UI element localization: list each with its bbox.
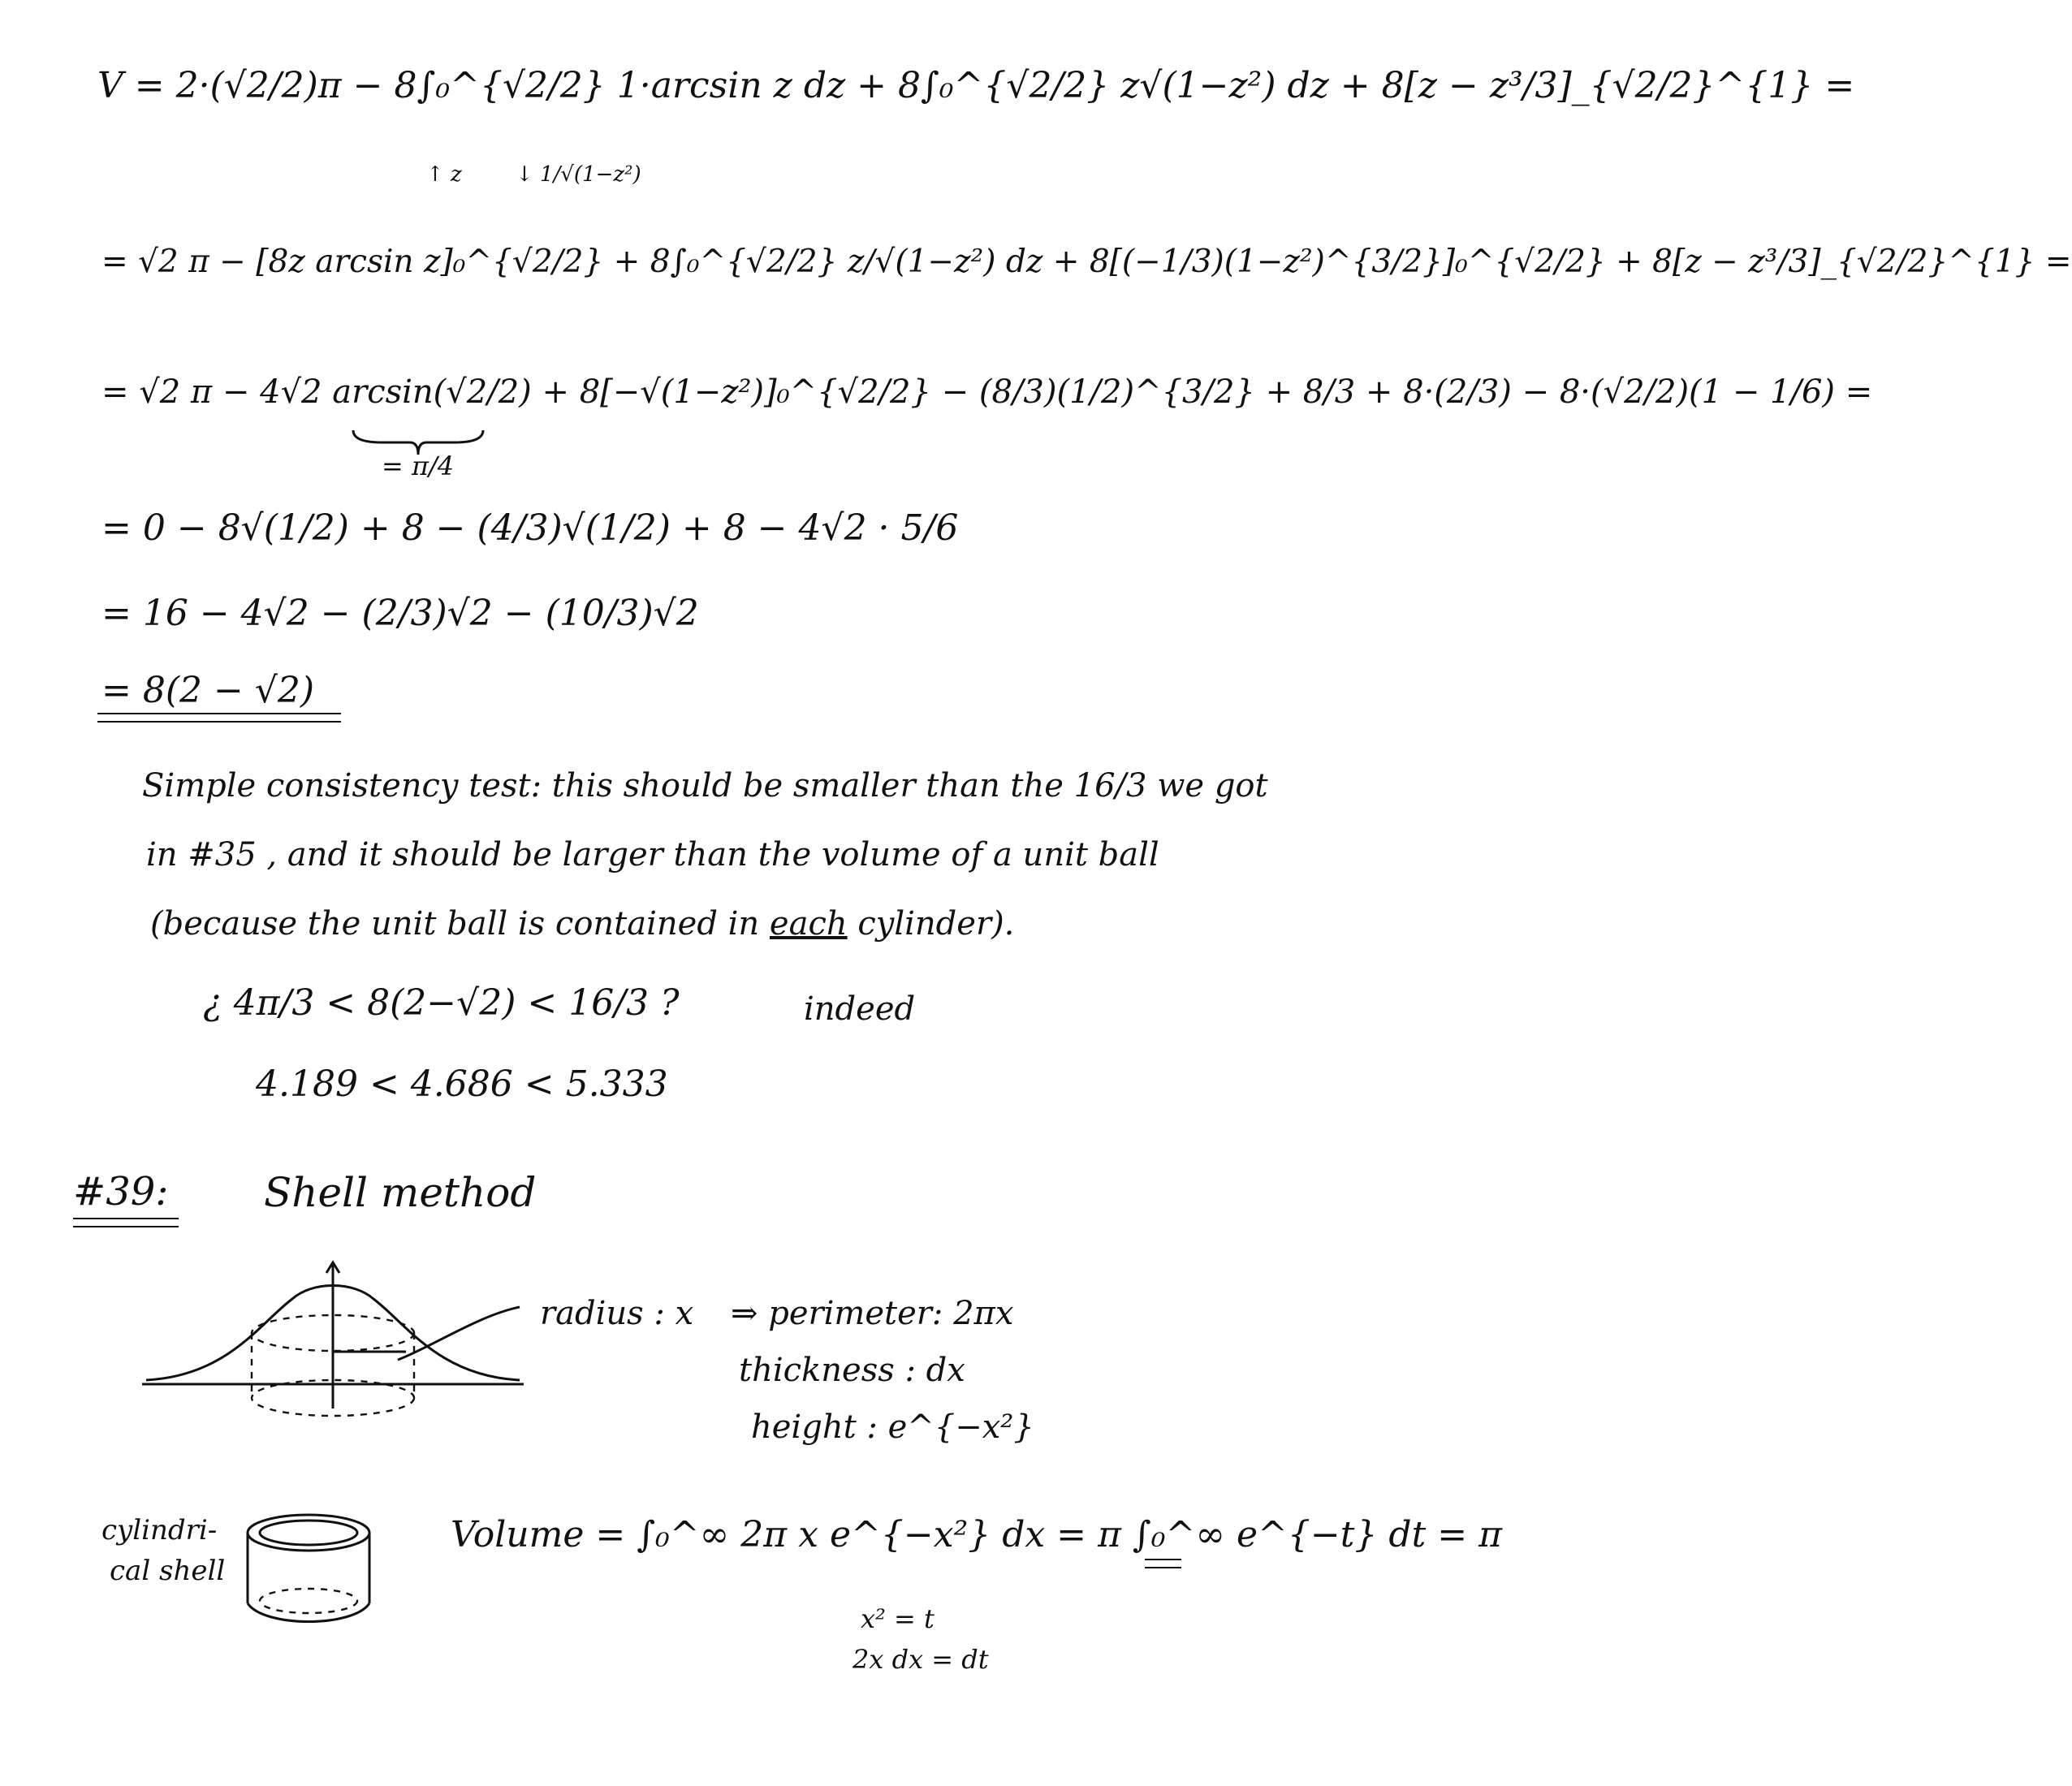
substitution-note-1: x² = t bbox=[861, 1603, 935, 1634]
volume-result: = 8(2 − √2) bbox=[101, 670, 315, 711]
bell-curve-sketch bbox=[138, 1258, 528, 1445]
indeed-note: indeed bbox=[804, 990, 916, 1028]
height-label: height : e^{−x²} bbox=[751, 1409, 1034, 1446]
cylindrical-shell-sketch bbox=[240, 1510, 378, 1632]
shell-method-title: Shell method bbox=[264, 1169, 537, 1216]
consistency-text-line-3 bbox=[150, 905, 1014, 943]
thickness-label: thickness : dx bbox=[739, 1352, 965, 1389]
integration-by-parts-note-u: ↑ z bbox=[426, 162, 462, 187]
volume-equation-line-4: = 0 − 8√(1/2) + 8 − (4/3)√(1/2) + 8 − 4√2 · 5/6 bbox=[101, 507, 959, 549]
perimeter-label: ⇒ perimeter: 2πx bbox=[731, 1295, 1014, 1332]
consistency-text-line-3-end: cylinder). bbox=[847, 905, 1015, 943]
integration-by-parts-note-dv: ↓ 1/√(1−z²) bbox=[516, 162, 641, 187]
consistency-text-line-1: Simple consistency test: this should be smaller than the 16/3 we got bbox=[142, 767, 1268, 805]
volume-equation-line-3: = √2 π − 4√2 arcsin(√2/2) + 8[−√(1−z²)]₀^{√2/2} − (8/3)(1/2)^{3/2} + 8/3 + 8·(2/3) − 8·(√2/2)(1 − 1/6) = bbox=[101, 373, 1873, 411]
inequality-check: ¿ 4π/3 < 8(2−√2) < 16/3 ? bbox=[203, 982, 680, 1024]
heading-double-underline bbox=[73, 1218, 179, 1227]
result-double-underline bbox=[97, 713, 341, 723]
volume-integral: Volume = ∫₀^∞ 2π x e^{−x²} dx = π ∫₀^∞ e^{−t} dt = π bbox=[451, 1514, 1503, 1555]
consistency-text-line-3-start: (because the unit ball is contained in bbox=[150, 905, 770, 943]
numeric-check: 4.189 < 4.686 < 5.333 bbox=[256, 1063, 668, 1105]
emphasized-each: each bbox=[769, 905, 848, 943]
volume-equation-line-5: = 16 − 4√2 − (2/3)√2 − (10/3)√2 bbox=[101, 593, 699, 634]
volume-equation-line-1: V = 2·(√2/2)π − 8∫₀^{√2/2} 1·arcsin z dz + 8∫₀^{√2/2} z√(1−z²) dz + 8[z − z³/3]_{√2/2}^{1} = bbox=[97, 65, 1855, 106]
substitution-note-2: 2x dx = dt bbox=[853, 1644, 989, 1675]
cylindrical-shell-label-2: cal shell bbox=[110, 1555, 226, 1587]
pi-double-underline bbox=[1145, 1559, 1181, 1568]
cylindrical-shell-label-1: cylindri- bbox=[101, 1514, 218, 1547]
volume-equation-line-2: = √2 π − [8z arcsin z]₀^{√2/2} + 8∫₀^{√2/2} z/√(1−z²) dz + 8[(−1/3)(1−z²)^{3/2}]₀^{√2/2} + 8[z − z³/3]_{√2/2}^{1} = bbox=[101, 244, 2072, 280]
consistency-text-line-2: in #35 , and it should be larger than the volume of a unit ball bbox=[146, 836, 1159, 874]
arcsin-value-note: = π/4 bbox=[382, 451, 455, 481]
radius-label: radius : x bbox=[540, 1295, 694, 1332]
problem-39-heading: #39: bbox=[73, 1169, 169, 1214]
